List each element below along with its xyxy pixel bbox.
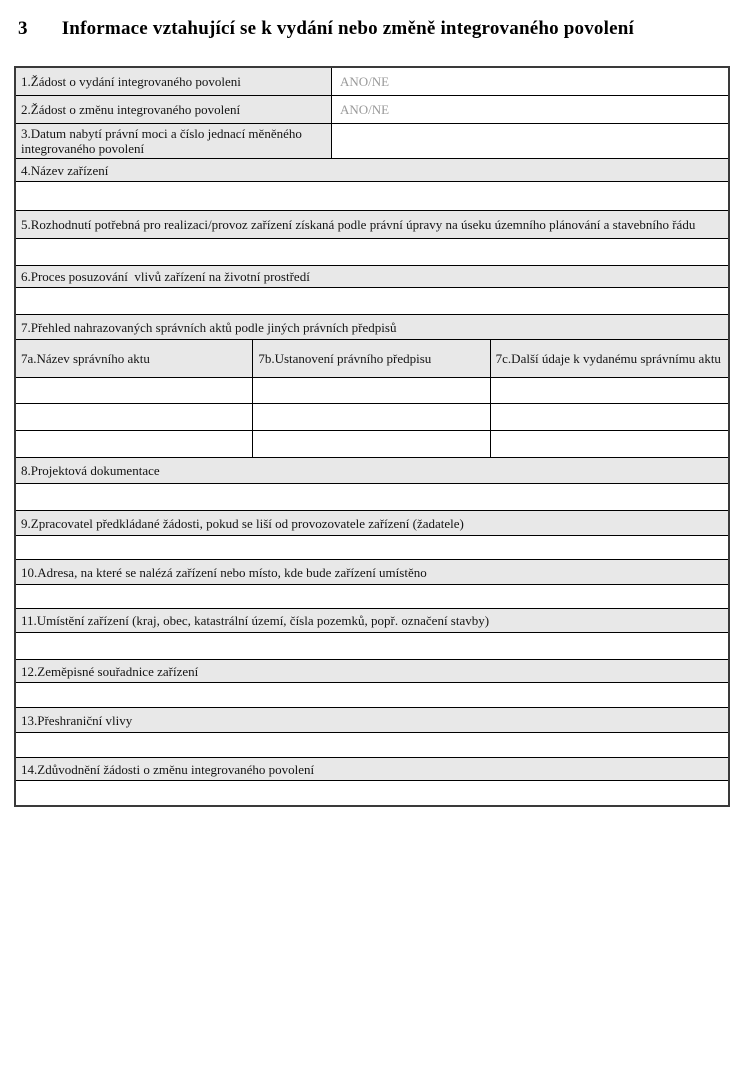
field-9-input[interactable]: [16, 536, 728, 559]
field-5-label-row: [16, 211, 728, 239]
field-9-label: 9.Zpracovatel předkládané žádosti, pokud se liší od provozovatele zařízení (žadatele): [16, 511, 728, 535]
field-11-input[interactable]: [16, 633, 728, 659]
field-8-label: 8.Projektová dokumentace: [16, 458, 728, 483]
subtable-cell-3-c[interactable]: [491, 431, 728, 457]
subtable-cell-2-a[interactable]: [16, 404, 253, 430]
field-6-label-row: [16, 266, 728, 288]
field-5-input[interactable]: [16, 239, 728, 265]
field-3-label: 3.Datum nabytí právní moci a číslo jednací měněného integrovaného povolení: [16, 124, 332, 158]
field-13-label-row: [16, 708, 728, 733]
subtable-row-1: [16, 378, 728, 404]
field-4-value-row: [16, 182, 728, 211]
field-14-label: 14.Zdůvodnění žádosti o změnu integrovaného povolení: [16, 758, 728, 780]
field-4-input[interactable]: [16, 182, 728, 210]
field-13-label: 13.Přeshraniční vlivy: [16, 708, 728, 732]
field-6-value-row: [16, 288, 728, 315]
field-6-input[interactable]: [16, 288, 728, 314]
subtable-cell-2-b[interactable]: [253, 404, 490, 430]
field-14-input[interactable]: [16, 781, 728, 805]
field-14-value-row: [16, 781, 728, 805]
field-5-label: 5.Rozhodnutí potřebná pro realizaci/provoz zařízení získaná podle právní úpravy na úseku územního plánování a stavebního řádu: [16, 211, 728, 238]
field-3-row: [16, 124, 728, 159]
field-12-label-row: [16, 660, 728, 683]
subtable-col-7a-header: 7a.Název správního aktu: [16, 340, 253, 377]
field-12-value-row: [16, 683, 728, 708]
field-2-row: [16, 96, 728, 124]
subtable-col-7b-header: 7b.Ustanovení právního předpisu: [253, 340, 490, 377]
field-7-label-row: [16, 315, 728, 340]
field-10-label-row: [16, 560, 728, 585]
subtable-row-3: [16, 431, 728, 458]
field-1-label: 1.Žádost o vydání integrovaného povoleni: [16, 68, 332, 95]
field-9-label-row: [16, 511, 728, 536]
permit-form-table: [14, 66, 730, 807]
field-9-value-row: [16, 536, 728, 560]
field-8-input[interactable]: [16, 484, 728, 510]
section-number: 3: [18, 18, 28, 39]
field-10-value-row: [16, 585, 728, 609]
field-8-label-row: [16, 458, 728, 484]
subtable-cell-3-a[interactable]: [16, 431, 253, 457]
field-12-label: 12.Zeměpisné souřadnice zařízení: [16, 660, 728, 682]
subtable-col-7c-header: 7c.Další údaje k vydanému správnímu aktu: [491, 340, 728, 377]
section-heading: [18, 18, 634, 40]
field-14-label-row: [16, 758, 728, 781]
field-11-label: 11.Umístění zařízení (kraj, obec, katastrální území, čísla pozemků, popř. označení stavby): [16, 609, 728, 632]
subtable-cell-1-b[interactable]: [253, 378, 490, 403]
field-11-label-row: [16, 609, 728, 633]
field-2-input[interactable]: ANO/NE: [332, 96, 728, 123]
field-2-label: 2.Žádost o změnu integrovaného povolení: [16, 96, 332, 123]
section-title: Informace vztahující se k vydání nebo změně integrovaného povolení: [61, 18, 634, 39]
subtable-cell-2-c[interactable]: [491, 404, 728, 430]
field-8-value-row: [16, 484, 728, 511]
field-13-value-row: [16, 733, 728, 758]
field-4-label-row: [16, 159, 728, 182]
subtable-cell-1-c[interactable]: [491, 378, 728, 403]
subtable-cell-3-b[interactable]: [253, 431, 490, 457]
field-7-label: 7.Přehled nahrazovaných správních aktů podle jiných právních předpisů: [16, 315, 728, 339]
field-6-label: 6.Proces posuzování vlivů zařízení na životní prostředí: [16, 266, 728, 287]
field-13-input[interactable]: [16, 733, 728, 757]
subtable-row-2: [16, 404, 728, 431]
field-4-label: 4.Název zařízení: [16, 159, 728, 181]
field-10-input[interactable]: [16, 585, 728, 608]
subtable-cell-1-a[interactable]: [16, 378, 253, 403]
subtable-header-row: [16, 340, 728, 378]
field-1-input[interactable]: ANO/NE: [332, 68, 728, 95]
field-11-value-row: [16, 633, 728, 660]
field-3-input[interactable]: [332, 124, 728, 158]
field-1-row: [16, 68, 728, 96]
field-12-input[interactable]: [16, 683, 728, 707]
field-5-value-row: [16, 239, 728, 266]
field-10-label: 10.Adresa, na které se nalézá zařízení nebo místo, kde bude zařízení umístěno: [16, 560, 728, 584]
